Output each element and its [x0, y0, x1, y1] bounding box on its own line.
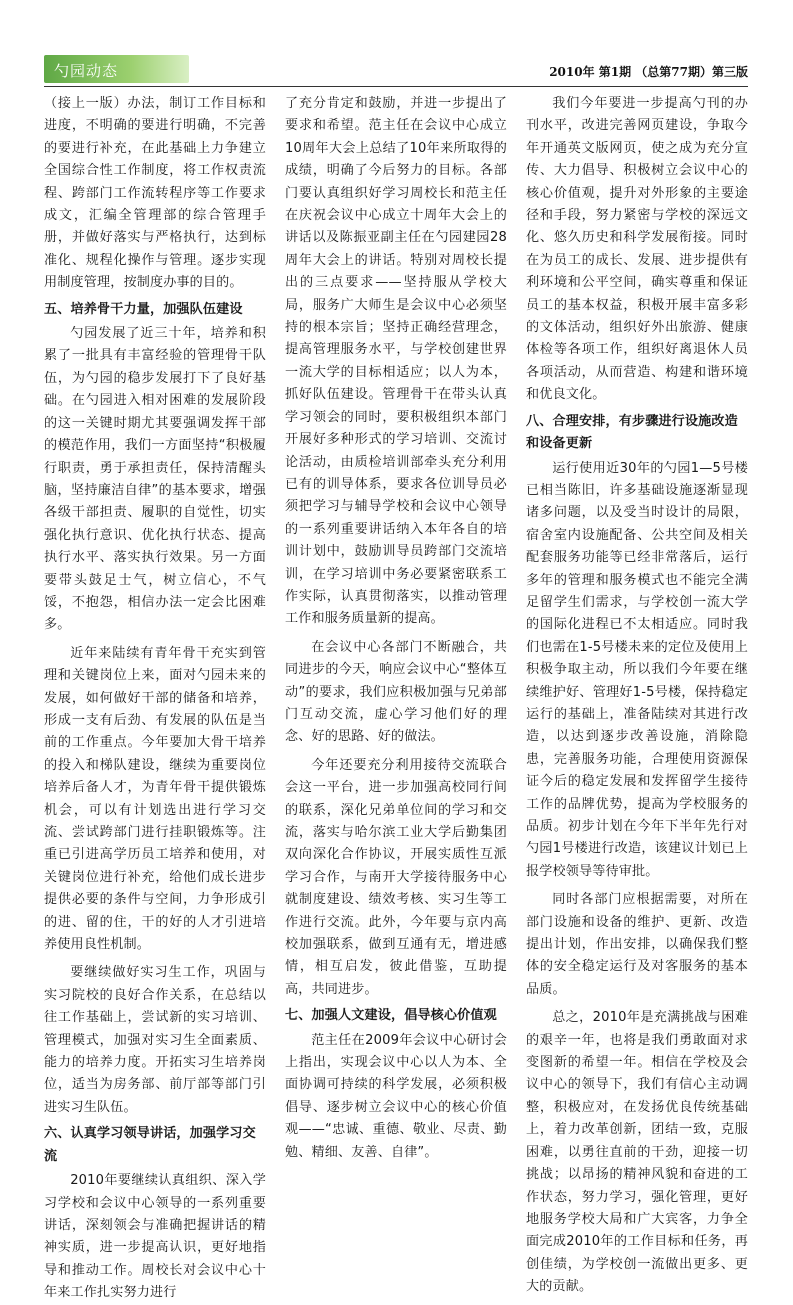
- paragraph: （接上一版）办法，制订工作目标和进度，不明确的要进行明确，不完善的要进行补充，在此基础上力争建立全国综合性工作制度，将工作权责流程、跨部门工作流转程序等工作要求成文，汇编全管理部的综合管理手册，并做好落实与严格执行，达到标准化、规程化操作与管理。逐步实现用制度管理，按制度办事的目的。: [44, 96, 266, 291]
- issue-info: 2010年 第1期 （总第77期）第三版: [549, 65, 748, 79]
- paragraph: 同时各部门应根据需要，对所在部门设施和设备的维护、更新、改造提出计划，作出安排，以确保我们整体的安全稳定运行及对客服务的基本品质。: [526, 892, 748, 997]
- section-heading-6: 六、认真学习领导讲话，加强学习交流: [44, 1126, 256, 1164]
- section-heading-7: 七、加强人文建设，倡导核心价值观: [285, 1008, 497, 1024]
- paragraph: 2010年要继续认真组织、深入学习学校和会议中心领导的一系列重要讲话，深刻领会与准确把握讲话的精神实质，进一步提高认识，更好地指导和推动工作。周校长对会议中心十年来工作扎实努力进行: [44, 1173, 266, 1301]
- paragraph: 范主任在2009年会议中心研讨会上指出，实现会议中心以人为本、全面协调可持续的科学发展，必须积极倡导、逐步树立会议中心的核心价值观——“忠诚、重德、敬业、尽责、勤勉、精细、友善、自律”。: [285, 1032, 507, 1160]
- paragraph: 在会议中心各部门不断融合，共同进步的今天，响应会议中心“整体互动”的要求，我们应积极加强与兄弟部门互动交流，虚心学习他们好的理念、好的思路、好的做法。: [285, 639, 507, 745]
- section-heading-8: 八、合理安排，有步骤进行设施改造和设备更新: [526, 413, 738, 452]
- header-divider: [44, 86, 748, 87]
- paragraph: 今年还要充分利用接待交流联合会这一平台，进一步加强高校同行间的联系，深化兄弟单位间的学习和交流，落实与哈尔滨工业大学后勤集团双向深化合作协议，开展实质性互派学习合作，与南开大学接待服务中心就制度建设、绩效考核、实习生等工作进行交流。此外，今年要与京内高校加强联系，做到互通有无，增进感情，相互启发，彼此借鉴，互助提高，共同进步。: [285, 757, 507, 997]
- paragraph: 要继续做好实习生工作，巩固与实习院校的良好合作关系，在总结以往工作基础上，尝试新的实习培训、管理模式，加强对实习生全面素质、能力的培养力度。开拓实习生培养岗位，适当为房务部、前厅部等部门引进实习生队伍。: [44, 965, 266, 1115]
- paragraph: 总之，2010年是充满挑战与困难的艰辛一年，也将是我们勇敢面对求变图新的希望一年。相信在学校及会议中心的领导下，我们有信心主动调整，积极应对，在发扬优良传统基础上，着力改革创新，团结一致，克服困难，以勇往直前的干劲，迎接一切挑战；以昂扬的精神风貌和奋进的工作状态，努力学习，强化管理，更好地服务学校大局和广大宾客，力争全面完成2010年的工作目标和任务，再创佳绩，为学校创一流做出更多、更大的贡献。: [526, 1010, 748, 1295]
- paragraph: 近年来陆续有青年骨干充实到管理和关键岗位上来，面对勺园未来的发展，如何做好干部的储备和培养，形成一支有后劲、有发展的队伍是当前的工作重点。今年要加大骨干培养的投入和梯队建设，继续为重要岗位培养后备人才，为青年骨干提供锻炼机会，可以有计划选出进行学习交流、尝试跨部门进行挂职锻炼等。注重已引进高学历员工培养和使用，对关键岗位进行补充，给他们成长进步提供必要的条件与空间，力争形成引的进、留的住，干的好的人才引进培养使用良性机制。: [44, 645, 266, 953]
- paragraph: 了充分肯定和鼓励，并进一步提出了要求和希望。范主任在会议中心成立10周年大会上总结了10年来所取得的成绩，明确了今后努力的目标。各部门要认真组织好学习周校长和范主任在庆祝会议中心成立十周年大会上的讲话以及陈振亚副主任在勺园建园28周年大会上的讲话。特别对周校长提出的三点要求——坚持服从学校大局，服务广大师生是会议中心必须坚持的根本宗旨；坚持正确经营理念，提高管理服务水平，与学校创建世界一流大学的目标相适应；以人为本，抓好队伍建设。管理骨干在带头认真学习领会的同时，要积极组织本部门开展好多种形式的学习培训、交流讨论活动，由质检培训部牵头充分利用已有的训导体系，要求各位训导员必须把学习与辅导学校和会议中心领导的一系列重要讲话纳入本年各自的培训计划中，鼓励训导员跨部门交流培训，在学习培训中务必要紧密联系工作实际，认真贯彻落实，以推动管理工作和服务质量新的提高。: [285, 96, 507, 627]
- article-body: [44, 93, 748, 1301]
- page-header: [0, 0, 793, 100]
- paragraph: 勺园发展了近三十年，培养和积累了一批具有丰富经验的管理骨干队伍，为勺园的稳步发展打下了良好基础。在勺园进入相对困难的发展阶段的这一关键时期尤其要强调发挥干部的模范作用，我们一方面坚持“积极履行职责，勇于承担责任，保持清醒头脑，坚持廉洁自律”的基本要求，增强各级干部担责、履职的自觉性，切实强化执行意识、优化执行状态、提高执行水平、落实执行效果。另一方面要带头鼓足士气，树立信心，不气馁，不抱怨，相信办法一定会比困难多。: [44, 326, 266, 633]
- section-title: 勺园动态: [54, 62, 119, 80]
- column-2: [285, 93, 507, 1160]
- paragraph: 我们今年要进一步提高勺刊的办刊水平，改进完善网页建设，争取今年开通英文版网页，使之成为充分宣传、大力倡导、积极树立会议中心的核心价值观，提升对外形象的主要途径和手段，努力紧密与学校的深远文化、悠久历史和科学发展衔接。同时在为员工的成长、发展、进步提供有利环境和公平空间，确实尊重和保证员工的基本权益，积极开展丰富多彩的文体活动，组织好外出旅游、健康体检等各项工作，组织好离退休人员各项活动，从而营造、构建和谐环境和优良文化。: [526, 96, 748, 403]
- section-banner: [44, 55, 189, 83]
- header-bar: [44, 55, 748, 83]
- column-3: [526, 93, 748, 1295]
- paragraph: 运行使用近30年的勺园1—5号楼已相当陈旧，许多基础设施逐渐显现诸多问题，以及受当时设计的局限，宿舍室内设施配备、公共空间及相关配套服务功能等已经非常落后，运行多年的管理和服务模式也不能完全满足留学生们需求，与学校创一流大学的国际化进程已不太相适应。同时我们也需在1-5号楼未来的定位及使用上积极争取主动，所以我们今年要在继续维护好、管理好1-5号楼，保持稳定运行的基础上，准备陆续对其进行改造，以达到逐步改善设施，消除隐患，完善服务功能，合理使用资源保证今后的稳定发展和发挥留学生接待工作的品牌优势，提高为学校服务的品质。初步计划在今年下半年先行对勺园1号楼进行改造，该建议计划已上报学校领导等待审批。: [526, 460, 748, 879]
- section-heading-5: 五、培养骨干力量，加强队伍建设: [44, 301, 243, 317]
- column-1: [44, 93, 266, 1301]
